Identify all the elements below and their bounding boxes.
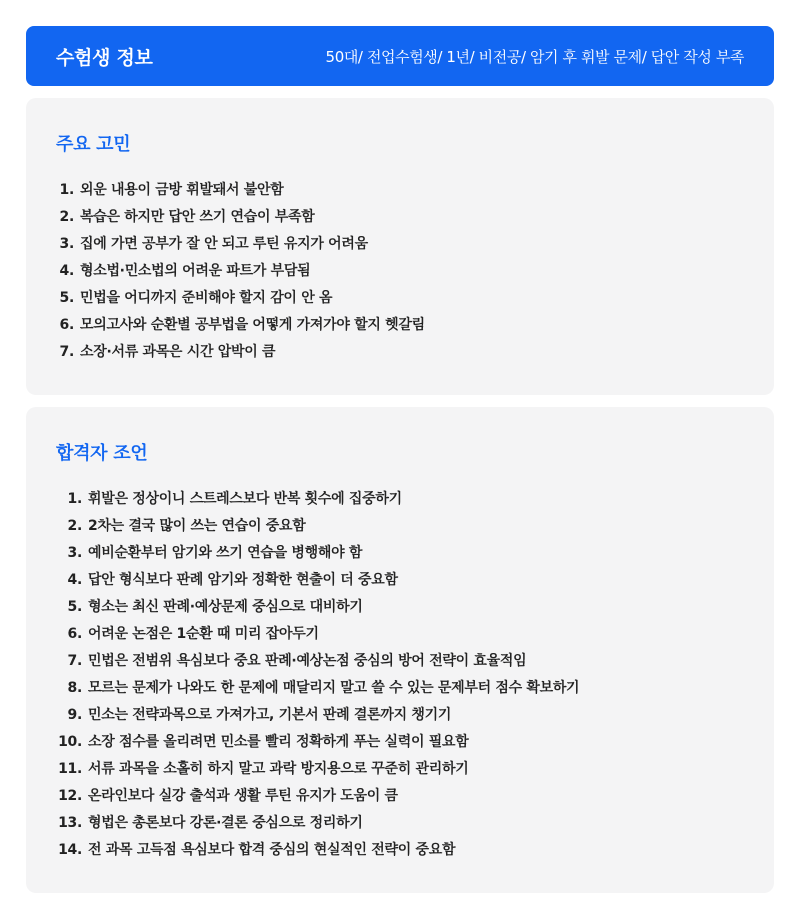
item-text: 소장 점수를 올리려면 민소를 빨리 정확하게 푸는 실력이 필요함: [88, 734, 469, 750]
concerns-list: [56, 177, 425, 366]
item-number: 10.: [58, 734, 82, 750]
concern-item: [56, 231, 425, 258]
item-number: 12.: [58, 788, 82, 804]
item-text: 예비순환부터 암기와 쓰기 연습을 병행해야 함: [88, 545, 363, 561]
item-text: 온라인보다 실강 출석과 생활 루틴 유지가 도움이 큼: [88, 788, 398, 804]
item-text: 형법은 총론보다 강론·결론 중심으로 정리하기: [88, 815, 363, 831]
item-number: 4.: [67, 572, 82, 588]
advice-item: [56, 540, 579, 567]
item-text: 소장·서류 과목은 시간 압박이 큼: [80, 344, 276, 360]
student-info-banner: [26, 26, 774, 86]
item-number: 3.: [67, 545, 82, 561]
item-text: 휘발은 정상이니 스트레스보다 반복 횟수에 집중하기: [88, 491, 402, 507]
advice-item: [56, 621, 579, 648]
advice-item: [56, 702, 579, 729]
advice-item: [56, 810, 579, 837]
item-text: 민법은 전범위 욕심보다 중요 판례·예상논점 중심의 방어 전략이 효율적임: [88, 653, 527, 669]
advice-list: [56, 486, 579, 864]
item-number: 7.: [67, 653, 82, 669]
item-number: 1.: [59, 182, 74, 198]
student-info-meta: 50대/ 전업수험생/ 1년/ 비전공/ 암기 후 휘발 문제/ 답안 작성 부족: [325, 47, 744, 66]
item-text: 모의고사와 순환별 공부법을 어떻게 가져가야 할지 헷갈림: [80, 317, 425, 333]
item-number: 6.: [67, 626, 82, 642]
student-info-title: 수험생 정보: [56, 46, 153, 69]
item-number: 5.: [59, 290, 74, 306]
item-text: 답안 형식보다 판례 암기와 정확한 현출이 더 중요함: [88, 572, 398, 588]
advice-item: [56, 756, 579, 783]
item-number: 4.: [59, 263, 74, 279]
concern-item: [56, 177, 425, 204]
advice-item: [56, 648, 579, 675]
advice-card: [26, 407, 774, 893]
item-number: 8.: [67, 680, 82, 696]
advice-heading: 합격자 조언: [56, 443, 148, 464]
item-text: 형소는 최신 판례·예상문제 중심으로 대비하기: [88, 599, 363, 615]
item-number: 11.: [58, 761, 82, 777]
concern-item: [56, 339, 425, 366]
concern-item: [56, 258, 425, 285]
item-text: 민소는 전략과목으로 가져가고, 기본서 판례 결론까지 챙기기: [88, 707, 452, 723]
advice-item: [56, 783, 579, 810]
advice-item: [56, 567, 579, 594]
item-number: 7.: [59, 344, 74, 360]
item-text: 외운 내용이 금방 휘발돼서 불안함: [80, 182, 284, 198]
concerns-card: [26, 98, 774, 395]
item-text: 민법을 어디까지 준비해야 할지 감이 안 옴: [80, 290, 333, 306]
concerns-heading: 주요 고민: [56, 134, 131, 155]
item-number: 2.: [67, 518, 82, 534]
item-number: 2.: [59, 209, 74, 225]
concern-item: [56, 312, 425, 339]
advice-item: [56, 486, 579, 513]
advice-item: [56, 513, 579, 540]
item-text: 복습은 하지만 답안 쓰기 연습이 부족함: [80, 209, 315, 225]
item-text: 집에 가면 공부가 잘 안 되고 루틴 유지가 어려움: [80, 236, 368, 252]
item-number: 1.: [67, 491, 82, 507]
item-text: 어려운 논점은 1순환 때 미리 잡아두기: [88, 626, 319, 642]
item-text: 모르는 문제가 나와도 한 문제에 매달리지 말고 쓸 수 있는 문제부터 점수 확보하기: [88, 680, 580, 696]
item-number: 14.: [58, 842, 82, 858]
concern-item: [56, 204, 425, 231]
advice-item: [56, 837, 579, 864]
advice-item: [56, 594, 579, 621]
item-number: 5.: [67, 599, 82, 615]
item-number: 6.: [59, 317, 74, 333]
item-number: 9.: [67, 707, 82, 723]
item-number: 3.: [59, 236, 74, 252]
item-number: 13.: [58, 815, 82, 831]
item-text: 서류 과목을 소홀히 하지 말고 과락 방지용으로 꾸준히 관리하기: [88, 761, 469, 777]
concern-item: [56, 285, 425, 312]
advice-item: [56, 675, 579, 702]
advice-item: [56, 729, 579, 756]
item-text: 2차는 결국 많이 쓰는 연습이 중요함: [88, 518, 306, 534]
item-text: 전 과목 고득점 욕심보다 합격 중심의 현실적인 전략이 중요함: [88, 842, 456, 858]
item-text: 형소법·민소법의 어려운 파트가 부담됨: [80, 263, 311, 279]
